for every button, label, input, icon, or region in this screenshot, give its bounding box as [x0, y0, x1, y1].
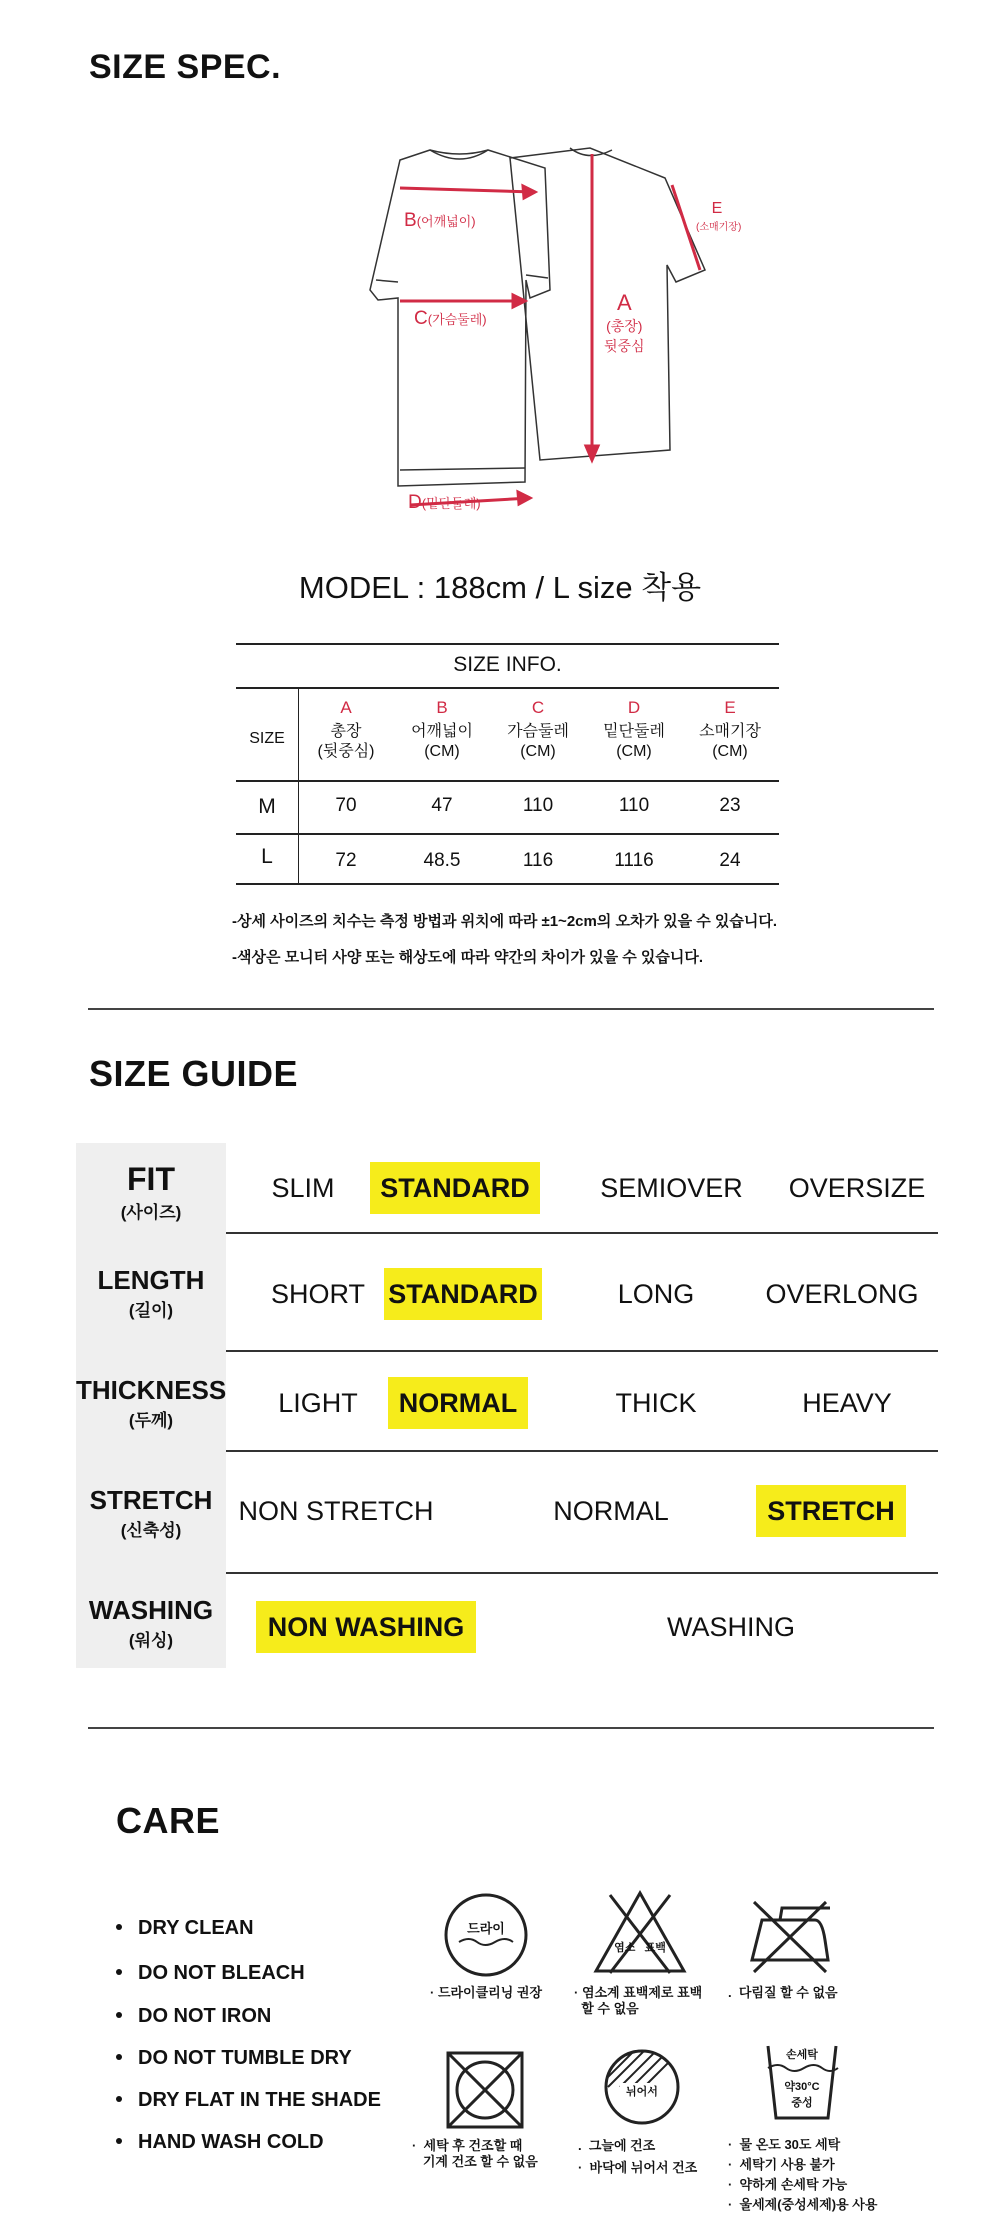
column-a: A 총장 (뒷중심): [317, 698, 375, 760]
option-stretch-selected: STRETCH: [756, 1485, 906, 1537]
option-standard-selected: STANDARD: [384, 1268, 542, 1320]
column-e: E 소매기장 (CM): [699, 698, 761, 760]
option-heavy: HEAVY: [802, 1388, 892, 1418]
care-title: CARE: [116, 1800, 221, 1841]
column-d: D 밑단둘레 (CM): [603, 698, 665, 760]
label-c: C(가슴둘레): [414, 308, 487, 329]
label-b: B(어깨넓이): [404, 210, 476, 231]
guide-row-stretch: [76, 1451, 938, 1573]
dry-flat-shade-icon: 뉘어서: [600, 2045, 684, 2129]
no-iron-icon: [740, 1890, 840, 1980]
option-short: SHORT: [270, 1279, 365, 1309]
guide-label: WASHING (워싱): [76, 1573, 226, 1668]
size-guide-title: SIZE GUIDE: [89, 1053, 299, 1094]
care-item: DO NOT IRON: [116, 2005, 271, 2028]
option-non-stretch: NON STRETCH: [238, 1496, 434, 1526]
color-note: -색상은 모니터 사양 또는 해상도에 따라 약간의 차이가 있을 수 있습니다.: [232, 949, 704, 966]
tshirt-diagram: [320, 130, 742, 530]
hand-wash-icon: 손세탁 약30°C 중성: [762, 2038, 842, 2128]
divider: [88, 1727, 934, 1729]
no-bleach-icon: 염소 표백: [590, 1885, 690, 1980]
care-item: DRY FLAT IN THE SHADE: [116, 2089, 381, 2112]
option-oversize: OVERSIZE: [788, 1173, 926, 1203]
option-semiover: SEMIOVER: [600, 1173, 743, 1203]
guide-row-length: [76, 1233, 938, 1351]
no-iron-caption: . 다림질 할 수 없음: [728, 1985, 838, 2000]
option-non-washing-selected: NON WASHING: [256, 1601, 476, 1653]
guide-row-thickness: [76, 1351, 938, 1451]
option-thick: THICK: [615, 1388, 697, 1418]
option-light: LIGHT: [278, 1388, 358, 1418]
model-info: MODEL : 188cm / L size 착용: [298, 570, 702, 605]
divider: [88, 1008, 934, 1010]
label-a: A (총장) 뒷중심: [604, 290, 645, 354]
care-item: HAND WASH COLD: [116, 2131, 324, 2154]
no-tumble-dry-icon: [440, 2045, 530, 2135]
care-item: DO NOT TUMBLE DRY: [116, 2047, 352, 2070]
column-c: C 가슴둘레 (CM): [507, 698, 569, 760]
hand-wash-caption: · 물 온도 30도 세탁 · 세탁기 사용 불가 · 약하게 손세탁 가능 · 울세제(중성세제)용 사용: [728, 2137, 878, 2212]
guide-label: THICKNESS (두께): [76, 1351, 226, 1451]
size-note: -상세 사이즈의 치수는 측정 방법과 위치에 따라 ±1~2cm의 오차가 있을 수 있습니다.: [232, 913, 778, 930]
care-item: DRY CLEAN: [116, 1917, 254, 1940]
label-d: D(밑단둘레): [408, 492, 481, 513]
dry-clean-caption: · 드라이클리닝 권장: [430, 1985, 543, 2000]
guide-label: FIT (사이즈): [76, 1143, 226, 1233]
option-washing: WASHING: [667, 1612, 795, 1642]
option-slim: SLIM: [271, 1173, 335, 1203]
dry-clean-icon: 드라이: [441, 1890, 531, 1980]
no-bleach-caption: · 염소계 표백제로 표백 할 수 없음: [574, 1985, 703, 2016]
size-info-table: SIZE INFO. SIZE A 총장 (뒷중심) B 어깨넓이 (CM) C 가슴둘레 (CM) D 밑단둘레 (CM) E 소매기장 (CM) M 70 47 110 110 23 L 72 48.5 116 1116 24: [236, 643, 779, 893]
tshirt-outline-icon: [320, 130, 720, 530]
option-overlong: OVERLONG: [765, 1279, 919, 1309]
dry-flat-shade-caption: . 그늘에 건조 · 바닥에 뉘어서 건조: [578, 2138, 698, 2175]
guide-label: LENGTH (길이): [76, 1233, 226, 1351]
guide-row-fit: [76, 1143, 938, 1233]
size-info-title: SIZE INFO.: [453, 653, 562, 676]
size-column-header: SIZE: [249, 730, 285, 747]
guide-label: STRETCH (신축성): [76, 1451, 226, 1573]
no-tumble-dry-caption: · 세탁 후 건조할 때 기계 건조 할 수 없음: [412, 2138, 538, 2169]
care-item: DO NOT BLEACH: [116, 1962, 305, 1985]
label-e: E (소매기장): [696, 200, 742, 233]
option-long: LONG: [617, 1279, 695, 1309]
option-standard-selected: STANDARD: [370, 1162, 540, 1214]
option-normal-selected: NORMAL: [388, 1377, 528, 1429]
size-spec-title: SIZE SPEC.: [89, 48, 282, 86]
option-normal: NORMAL: [553, 1496, 669, 1526]
guide-row-washing: [76, 1573, 938, 1668]
column-b: B 어깨넓이 (CM): [411, 698, 473, 760]
